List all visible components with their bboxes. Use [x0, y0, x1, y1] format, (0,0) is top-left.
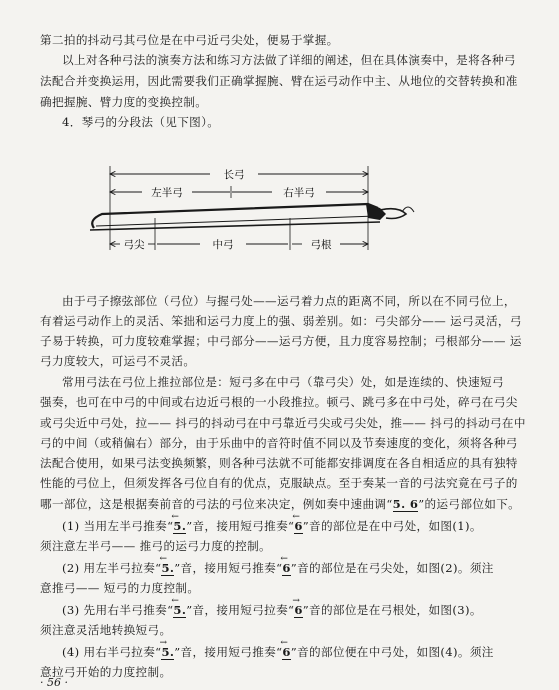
text-line: 法配合并变换运用，因此需要我们正确掌握腕、臂在运弓动作中主、从地位的交替转换和准	[40, 74, 518, 88]
label-bow-tip: 弓尖	[123, 239, 145, 251]
text-line: 性能的弓位上，但须发挥各弓位自有的优点，克服缺点。至于奏某一音的弓法究竟在弓子的	[40, 476, 518, 490]
label-right-half-bow: 右半弓	[283, 187, 315, 199]
text-line: 哪一部位，这是根据奏前音的弓法的弓位来决定，例如奏中速曲调“5. 6 ”的运弓部位如下。	[40, 497, 521, 511]
note-5-pull: ← 5.	[159, 554, 175, 575]
note-6-pull: → 6	[292, 596, 303, 617]
page-number: · 56 ·	[40, 676, 68, 689]
text-line: 须注意灵活地转换短弓。	[40, 623, 172, 637]
text-line: 有着运弓动作上的灵活、笨拙和运弓力度上的强、弱差别。如：弓尖部分—— 运弓灵活，弓	[40, 314, 522, 328]
text-line: (4) 用右半弓拉奏“ → 5. ”音，接用短弓推奏“ ← 6 ”音的部位便在中弓处，如图(4)。须注	[62, 638, 494, 659]
note-6-push: ← 6	[280, 554, 291, 575]
text-line: 子易于转换，可力度较难掌握；中弓部分——运弓方便，且力度容易控制；弓根部分—— 运	[40, 334, 522, 348]
text-line: 弓力度较大，可运弓不灵活。	[40, 354, 196, 368]
text-line: (3) 先用右半弓推奏“ ← 5. ”音，接用短弓拉奏“ → 6 ”音的部位是在弓根处，如图(3)。	[62, 596, 482, 617]
bow-division-diagram	[80, 158, 420, 270]
text-line: 须注意左半弓—— 推弓的运弓力度的控制。	[40, 539, 271, 553]
text-line: 意推弓—— 短弓的力度控制。	[40, 581, 200, 595]
text-line: 确把握腕、臂力度的变换控制。	[40, 95, 208, 109]
text-line: 由于弓子擦弦部位（弓位）与握弓处——运弓着力点的距离不同，所以在不同弓位上，	[62, 294, 516, 308]
text-line: 以上对各种弓法的演奏方法和练习方法做了详细的阐述，但在具体演奏中，是将各种弓	[62, 53, 516, 67]
text-line: 常用弓法在弓位上推拉部位是：短弓多在中弓（靠弓尖）处，如是连续的、快速短弓	[62, 375, 504, 389]
text-line: (1) 当用左半弓推奏“ ← 5. ”音，接用短弓推奏“ ← 6 ”音的部位是在中弓处，如图(1)。	[62, 512, 482, 533]
note-6-push: ← 6	[280, 638, 291, 659]
note-sequence: 5. 6	[392, 497, 419, 511]
label-middle-bow: 中弓	[212, 239, 234, 251]
text-line: 第二拍的抖动弓其弓位是在中弓近弓尖处，便易于掌握。	[40, 33, 339, 47]
label-bow-heel: 弓根	[310, 239, 332, 251]
text-line: 弓的中间（或稍偏右）部分，由于乐曲中的音符时值不同以及节奏速度的变化，须将各种弓	[40, 436, 518, 450]
bow-illustration	[90, 204, 414, 230]
note-5-pull: → 5.	[159, 638, 175, 659]
text-line: 意拉弓开始的力度控制。	[40, 665, 172, 679]
note-5-push: ← 5.	[171, 512, 187, 533]
text-line: 强奏，也可在中弓的中间或右边近弓根的一小段推拉。顿弓、跳弓多在中弓处，碎弓在弓尖	[40, 395, 518, 409]
text-line: (2) 用左半弓拉奏“ ← 5. ”音，接用短弓推奏“ ← 6 ”音的部位是在弓尖处，如图(2)。须注	[62, 554, 494, 575]
label-long-bow: 长弓	[223, 169, 245, 181]
note-5-push: ← 5.	[171, 596, 187, 617]
label-left-half-bow: 左半弓	[151, 187, 183, 199]
text-line: 法配合使用，如果弓法变换频繁，则各种弓法就不可能都安排调度在各自相适应的具有独特	[40, 456, 518, 470]
section-heading: 4．琴弓的分段法（见下图）。	[62, 115, 220, 129]
text-line: 或弓尖近中弓处，拉—— 抖弓的抖动弓在中弓靠近弓尖或弓尖处，推—— 抖弓的抖动弓在中	[40, 416, 526, 430]
note-6-push: ← 6	[292, 512, 303, 533]
